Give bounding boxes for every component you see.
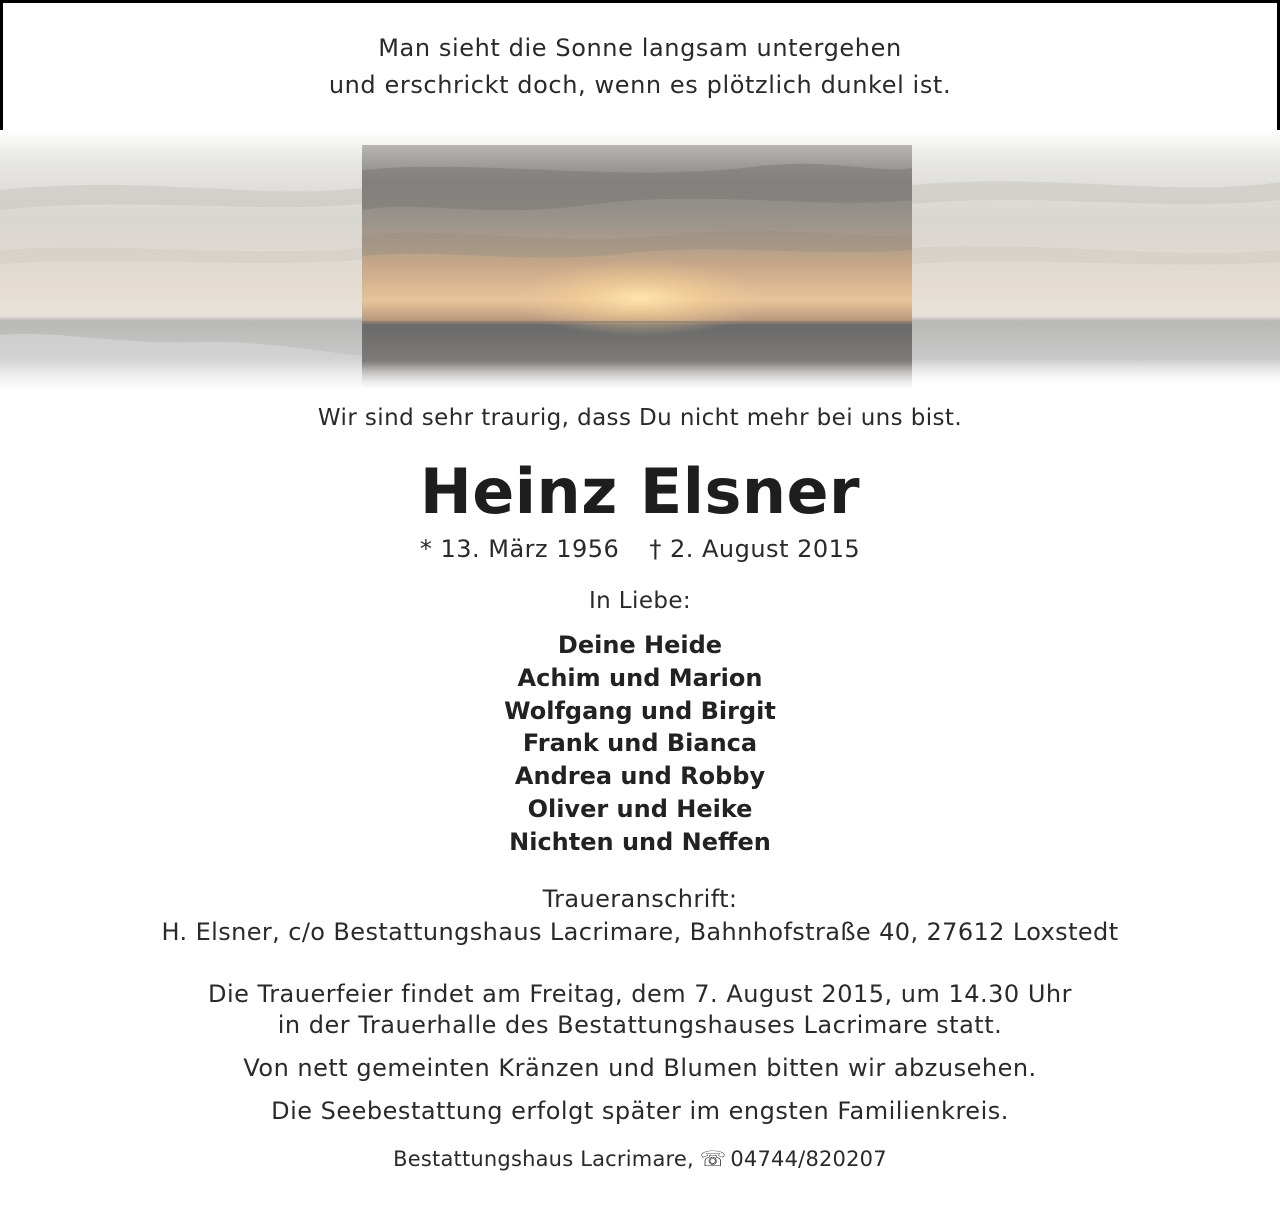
mourner-item: Nichten und Neffen: [509, 827, 771, 856]
flowers-note: Von nett gemeinten Kränzen und Blumen bitten wir abzusehen.: [243, 1054, 1037, 1082]
in-love-label: In Liebe:: [588, 588, 692, 614]
ceremony-line-2: in der Trauerhalle des Bestattungshauses Lacrimare statt.: [277, 1011, 1003, 1039]
deceased-name: Heinz Elsner: [419, 455, 861, 528]
birth-date: * 13. März 1956: [419, 535, 620, 563]
sea-burial-note: Die Seebestattung erfolgt später im engsten Familienkreis.: [271, 1097, 1009, 1125]
phone-number: 04744/820207: [730, 1147, 887, 1171]
mourner-item: Andrea und Robby: [514, 762, 766, 791]
mourners-list: [0, 629, 1280, 859]
mourner-item: Oliver und Heike: [527, 794, 753, 823]
quote-line-2: und erschrickt doch, wenn es plötzlich dunkel ist.: [328, 71, 952, 99]
opening-quote: [0, 30, 1280, 104]
ceremony-line-1: Die Trauerfeier findet am Freitag, dem 7. August 2015, um 14.30 Uhr: [208, 980, 1072, 1008]
mourner-item: Achim und Marion: [517, 663, 763, 692]
frame-top-border: [0, 0, 1280, 3]
quote-line-1: Man sieht die Sonne langsam untergehen: [378, 34, 902, 62]
footer-contact: [0, 1147, 1280, 1171]
mourner-item: Frank und Bianca: [522, 729, 758, 758]
mourning-address-label: Traueranschrift:: [542, 885, 738, 913]
life-dates: [0, 535, 1280, 563]
death-date: † 2. August 2015: [649, 535, 861, 563]
funeral-home-name: Bestattungshaus Lacrimare,: [393, 1147, 694, 1171]
sunset-sea-photo: [0, 130, 1280, 388]
mourning-address: H. Elsner, c/o Bestattungshaus Lacrimare, Bahnhofstraße 40, 27612 Loxstedt: [161, 918, 1119, 946]
phone-icon: ☏: [699, 1147, 727, 1171]
subtitle: Wir sind sehr traurig, dass Du nicht mehr bei uns bist.: [317, 405, 963, 431]
mourner-item: Deine Heide: [557, 631, 723, 659]
mourner-item: Wolfgang und Birgit: [504, 696, 776, 725]
